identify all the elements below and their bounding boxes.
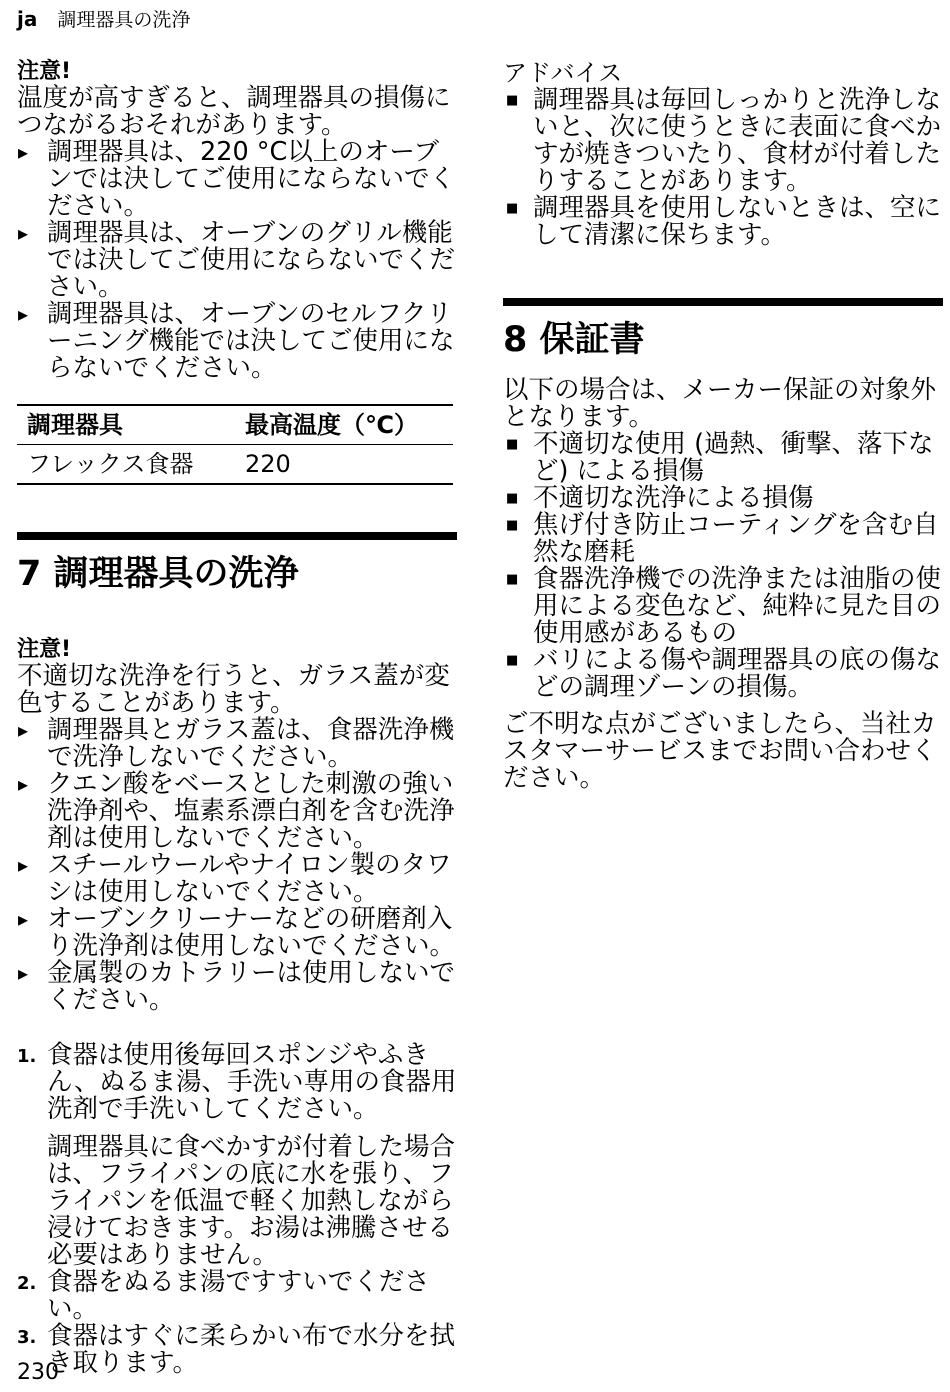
warranty-contact-text: ご不明な点がございましたら、当社カスタマーサービスまでお問い合わせください。: [503, 709, 937, 793]
warranty-exclusion-list: [503, 431, 943, 701]
section-title: 保証書: [539, 320, 645, 360]
notice-text: 温度が高すぎると、調理器具の損傷につながるおそれがあります。: [17, 83, 451, 140]
advice-item: ■ 調理器具は毎回しっかりと洗浄しないと、次に使うときに表面に食べかすが焼きついたり、食材が付着したりすることがあります。: [503, 87, 943, 195]
advice-box: [503, 60, 943, 249]
notice-item: ▸ スチールウールやナイロン製のタワシは使用しないでください。: [17, 852, 457, 906]
table-row: [17, 445, 453, 485]
notice-list: [17, 139, 457, 382]
cleaning-steps: [17, 1042, 457, 1377]
step-number: 2.: [17, 1273, 37, 1294]
notice-title: 注意!: [17, 637, 72, 662]
notice-temperature: [17, 58, 457, 382]
notice-item: ▸ 金属製のカトラリーは使用しないでください。: [17, 960, 457, 1014]
section-title: 調理器具の洗浄: [53, 554, 299, 594]
notice-item: ▸ 調理器具とガラス蓋は、食器洗浄機で洗浄しないでください。: [17, 717, 457, 771]
table-header-max-temp: 最高温度（℃）: [235, 405, 453, 445]
section-8: [503, 298, 943, 792]
step-subtext: 調理器具に食べかすが付着した場合は、フライパンの底に水を張り、フライパンを低温で軽く加熱しながら浸けておきます。お湯は沸騰させる必要はありません。: [47, 1132, 456, 1270]
advice-title: アドバイス: [503, 59, 623, 87]
section-7-heading: [17, 553, 457, 595]
warranty-exclusion-item: ■ 焦げ付き防止コーティングを含む自然な磨耗: [503, 512, 943, 566]
step-text: 食器はすぐに柔らかい布で水分を拭き取ります。: [47, 1321, 456, 1378]
step-number: 3.: [17, 1327, 37, 1348]
section-7: [17, 532, 457, 1377]
notice-item: ▸ 調理器具は、オーブンのセルフクリーニング機能では決してご使用にならないでください。: [17, 301, 457, 382]
step-item: [17, 1323, 457, 1377]
warranty-intro: 以下の場合は、メーカー保証の対象外となります。: [503, 375, 936, 432]
table-header-cookware: 調理器具: [17, 405, 235, 445]
section-8-heading: [503, 319, 943, 361]
table-cell-cookware: フレックス食器: [17, 445, 235, 485]
step-text: 食器は使用後毎回スポンジやふきん、ぬるま湯、手洗い専用の食器用洗剤で手洗いしてください。: [47, 1040, 457, 1124]
running-header-title: 調理器具の洗浄: [57, 9, 191, 31]
warranty-exclusion-item: ■ 不適切な洗浄による損傷: [503, 485, 943, 512]
table-header-row: [17, 405, 453, 445]
section-number: 7: [17, 554, 42, 594]
notice-title: 注意!: [17, 59, 72, 84]
left-column: [17, 58, 457, 1377]
step-item: [17, 1269, 457, 1323]
notice-cleaning: [17, 636, 457, 1014]
advice-list: [503, 87, 943, 249]
right-column: [503, 60, 943, 792]
notice-item: ▸ クエン酸をベースとした刺激の強い洗浄剤や、塩素系漂白剤を含む洗浄剤は使用しないでください。: [17, 771, 457, 852]
advice-item: ■ 調理器具を使用しないときは、空にして清潔に保ちます。: [503, 195, 943, 249]
language-code: ja: [17, 7, 38, 31]
running-header: [17, 7, 190, 32]
warranty-exclusion-item: ■ バリによる傷や調理器具の底の傷などの調理ゾーンの損傷。: [503, 647, 943, 701]
warranty-exclusion-item: ■ 不適切な使用 (過熱、衝撃、落下など) による損傷: [503, 431, 943, 485]
notice-item: ▸ 調理器具は、オーブンのグリル機能では決してご使用にならないでください。: [17, 220, 457, 301]
step-text: 食器をぬるま湯ですすいでください。: [47, 1267, 430, 1324]
notice-item: ▸ オーブンクリーナーなどの研磨剤入り洗浄剤は使用しないでください。: [17, 906, 457, 960]
step-item: [17, 1042, 457, 1269]
notice-list: [17, 717, 457, 1014]
max-temperature-table: [17, 404, 453, 485]
step-number: 1.: [17, 1046, 37, 1067]
notice-text: 不適切な洗浄を行うと、ガラス蓋が変色することがあります。: [17, 661, 450, 718]
table-cell-max-temp: 220: [235, 445, 453, 485]
page-number: 230: [17, 1360, 59, 1385]
notice-item: ▸ 調理器具は、220 °C以上のオーブンでは決してご使用にならないでください。: [17, 139, 457, 220]
section-number: 8: [503, 320, 528, 360]
warranty-exclusion-item: ■ 食器洗浄機での洗浄または油脂の使用による変色など、純粋に見た目の使用感があるもの: [503, 566, 943, 647]
